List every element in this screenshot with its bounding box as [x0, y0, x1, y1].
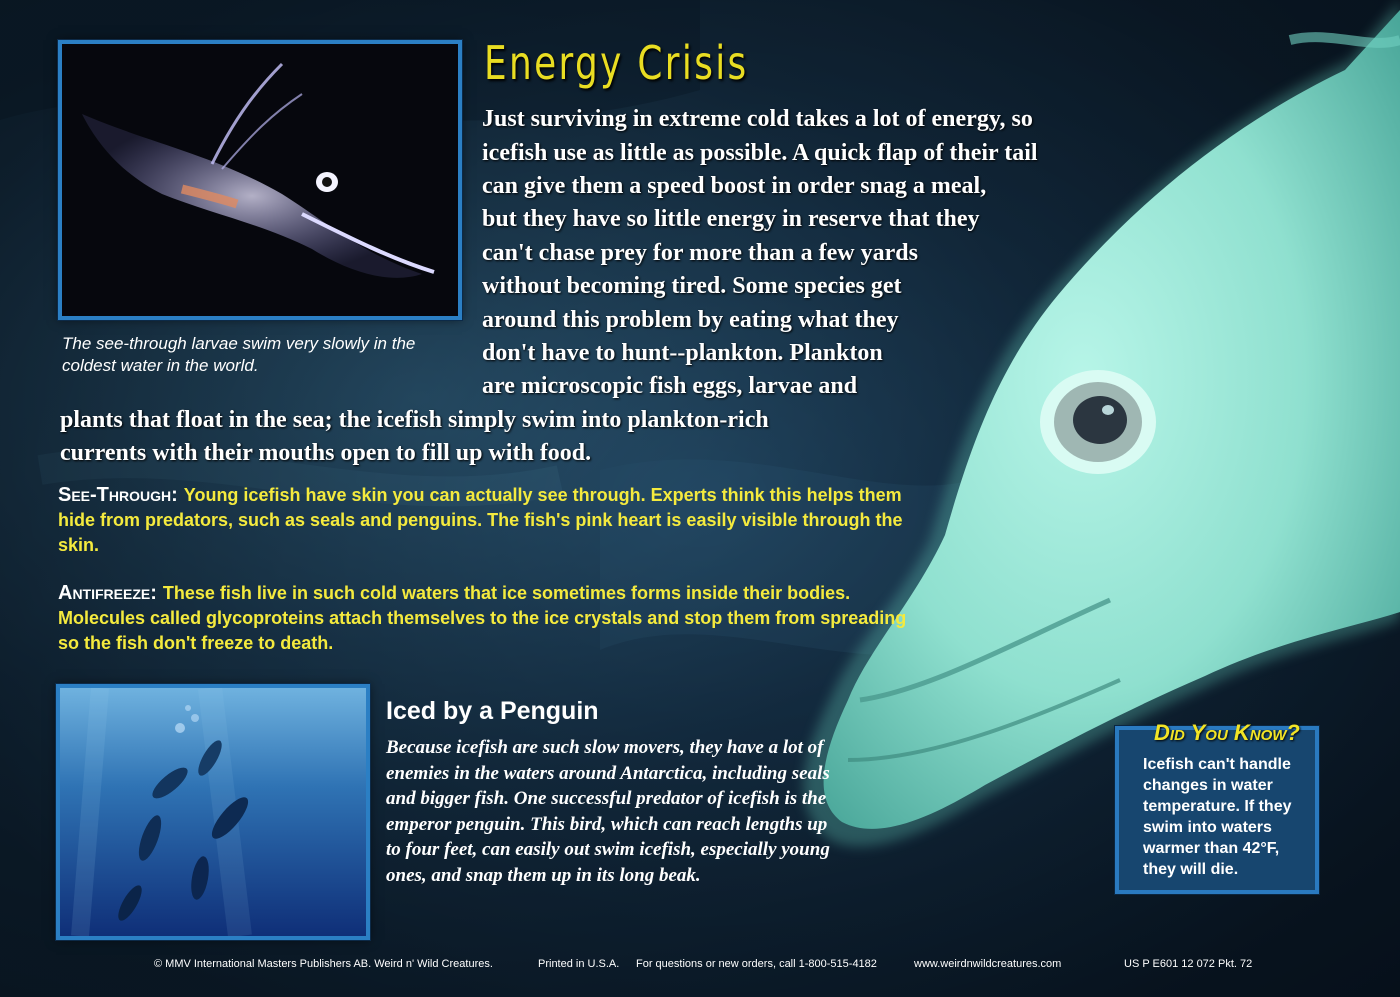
footer-copyright: © MMV International Masters Publishers AB. Weird n' Wild Creatures.	[154, 958, 493, 970]
footer-printed: Printed in U.S.A.	[538, 958, 620, 970]
main-text-line: without becoming tired. Some species get	[482, 273, 902, 299]
footer-website: www.weirdnwildcreatures.com	[914, 958, 1062, 970]
penguin-section-body: Because icefish are such slow movers, they have a lot of enemies in the waters around Antarctica, including seals and bigger fish. One successful predator of icefish is the emperor penguin. This bird, which can reach lengths up to four feet, can easily out swim icefish, especially young ones, and snap them up in its long beak.	[386, 737, 830, 886]
fact-text: These fish live in such cold waters that ice sometimes forms inside their bodies. Molecules called glycoproteins attach themselves to the ice crystals and stop them from spreading so the fish don't freeze to death.	[58, 583, 907, 653]
fact-text: Young icefish have skin you can actually see through. Experts think this helps them hide from predators, such as seals and penguins. The fish's pink heart is easily visible through the skin.	[58, 485, 903, 555]
footer-code: US P E601 12 072 Pkt. 72	[1124, 958, 1253, 970]
main-text-line: plants that float in the sea; the icefish simply swim into plankton-rich	[60, 407, 769, 433]
did-you-know-title: Did You Know?	[1154, 720, 1300, 745]
main-text-line: but they have so little energy in reserve that they	[482, 206, 980, 232]
main-text-line: don't have to hunt--plankton. Plankton	[482, 340, 883, 366]
main-text-line: can't chase prey for more than a few yards	[482, 240, 918, 266]
photo-caption: The see-through larvae swim very slowly in the coldest water in the world.	[62, 334, 416, 375]
did-you-know-box	[1115, 726, 1319, 894]
main-text-line: are microscopic fish eggs, larvae and	[482, 373, 858, 399]
main-text-line: can give them a speed boost in order snag a meal,	[482, 173, 987, 199]
footer-orders: For questions or new orders, call 1-800-515-4182	[636, 958, 877, 970]
main-text-line: icefish use as little as possible. A quick flap of their tail	[482, 140, 1038, 166]
penguin-section-title: Iced by a Penguin	[386, 697, 599, 725]
main-text-line: around this problem by eating what they	[482, 307, 899, 333]
fact-see-through	[58, 483, 928, 558]
did-you-know-text: Icefish can't handle changes in water temperature. If they swim into waters warmer than 42°F, they will die.	[1143, 756, 1292, 878]
page-title: Energy Crisis	[484, 36, 749, 90]
larva-photo	[58, 40, 462, 320]
main-text-line: currents with their mouths open to fill up with food.	[60, 440, 592, 466]
fact-label: See-Through:	[58, 484, 178, 506]
main-text-line: Just surviving in extreme cold takes a lot of energy, so	[482, 106, 1033, 132]
penguin-photo	[56, 684, 370, 940]
fact-antifreeze	[58, 581, 928, 656]
fact-label: Antifreeze:	[58, 582, 157, 604]
